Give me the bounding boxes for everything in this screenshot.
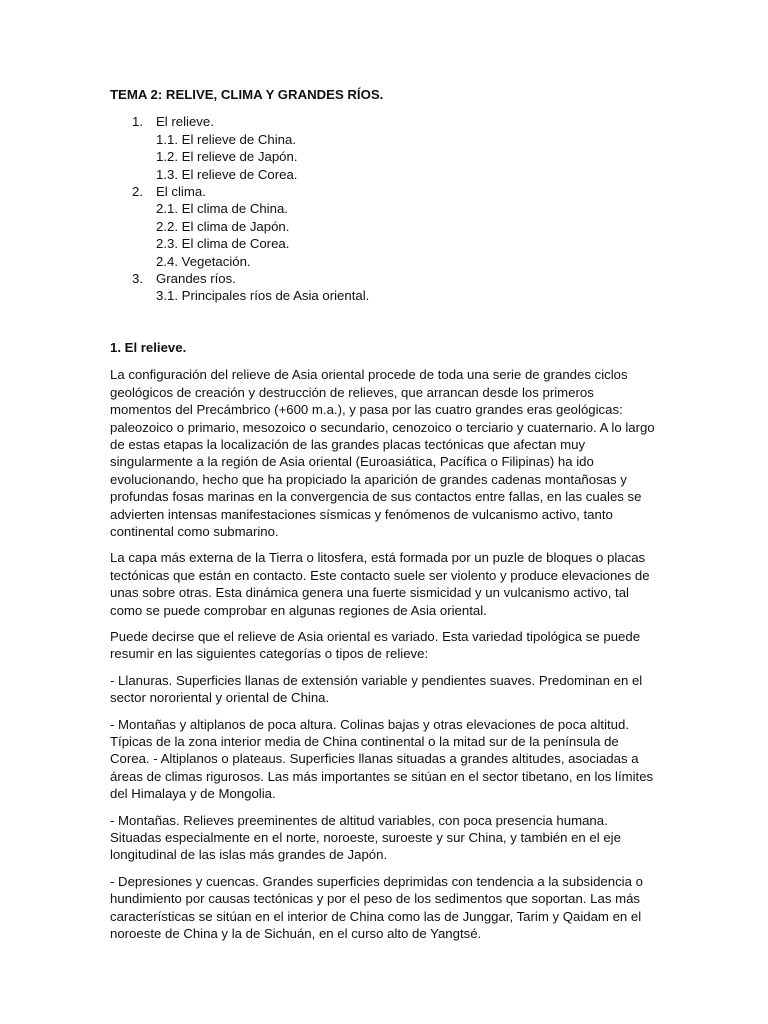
- toc-subitem: 1.3. El relieve de Corea.: [156, 166, 298, 182]
- toc-item-label: El relieve.: [156, 114, 214, 130]
- toc-item-number: 1.: [132, 114, 143, 130]
- body-paragraph: - Depresiones y cuencas. Grandes superficies deprimidas con tendencia a la subsidencia o hundimiento por causas tectónicas y por el peso de los sedimentos que soportan. Las más características se sitúan en el interior de China como las de Junggar, Tarim y Qaidam en el noroeste de China y la de Sichuán, en el curso alto de Yangtsé.: [110, 873, 643, 942]
- toc-item-number: 3.: [132, 271, 143, 287]
- toc-subitem: 2.4. Vegetación.: [156, 253, 251, 269]
- body-paragraph: Puede decirse que el relieve de Asia oriental es variado. Esta variedad tipológica se puede resumir en las siguientes categorías o tipos de relieve:: [110, 628, 641, 662]
- body-paragraph: La configuración del relieve de Asia oriental procede de toda una serie de grandes ciclos geológicos de creación y destrucción de relieves, que arrancan desde los primeros momentos del Precámbrico (+600 m.a.), y pasa por las cuatro grandes eras geológicas: paleozoico o primario, mesozoico o secundario, cenozoico o terciario y cuaternario. A lo largo de estas etapas la localización de las grandes placas tectónicas que afectan muy singularmente a la región de Asia oriental (Euroasiática, Pacífica o Filipinas) ha ido evolucionando, hecho que ha propiciado la aparición de grandes cadenas montañosas y profundas fosas marinas en la convergencia de sus contactos entre fallas, en las cuales se advierten intensas manifestaciones sísmicas y fenómenos de vulcanismo activo, tanto continental como submarino.: [110, 367, 655, 539]
- toc-subitem: 2.3. El clima de Corea.: [156, 236, 290, 252]
- toc-subitem: 2.1. El clima de China.: [156, 201, 288, 217]
- body-paragraph: - Montañas y altiplanos de poca altura. Colinas bajas y otras elevaciones de poca altitud. Típicas de la zona interior media de China continental o la mitad sur de la península de Corea. - Altiplanos o plateaus. Superficies llanas situadas a grandes altitudes, asociadas a áreas de climas rigurosos. Las más importantes se sitúan en el sector tibetano, en los límites del Himalaya y de Mongolia.: [110, 716, 654, 802]
- toc-item: [110, 113, 658, 130]
- toc-subitem: 3.1. Principales ríos de Asia oriental.: [156, 288, 370, 304]
- toc-subitem: 1.1. El relieve de China.: [156, 131, 297, 147]
- toc-subitem: 2.2. El clima de Japón.: [156, 218, 290, 234]
- body-paragraph: La capa más externa de la Tierra o litosfera, está formada por un puzle de bloques o placas tectónicas que están en contacto. Este contacto suele ser violento y produce elevaciones de unas sobre otras. Esta dinámica genera una fuerte sismicidad y un vulcanismo activo, tal como se puede comprobar en algunas regiones de Asia oriental.: [110, 550, 650, 618]
- toc-item-label: Grandes ríos.: [156, 271, 236, 287]
- toc-subitem: 1.2. El relieve de Japón.: [156, 149, 298, 165]
- toc-item-number: 2.: [132, 184, 143, 200]
- toc-item: [110, 270, 658, 287]
- body-paragraph: - Llanuras. Superficies llanas de extensión variable y pendientes suaves. Predominan en el sector nororiental y oriental de China.: [110, 672, 643, 706]
- section-heading: 1. El relieve.: [110, 339, 187, 355]
- toc-item: [110, 183, 658, 200]
- toc-item-label: El clima.: [156, 184, 206, 200]
- body-paragraph: - Montañas. Relieves preeminentes de altitud variables, con poca presencia humana. Situadas especialmente en el norte, noroeste, suroeste y sur China, y también en el eje longitudinal de las islas más grandes de Japón.: [110, 812, 621, 863]
- document-title: TEMA 2: RELIVE, CLIMA Y GRANDES RÍOS.: [110, 87, 384, 102]
- document-content: [110, 86, 658, 951]
- table-of-contents: [110, 113, 658, 304]
